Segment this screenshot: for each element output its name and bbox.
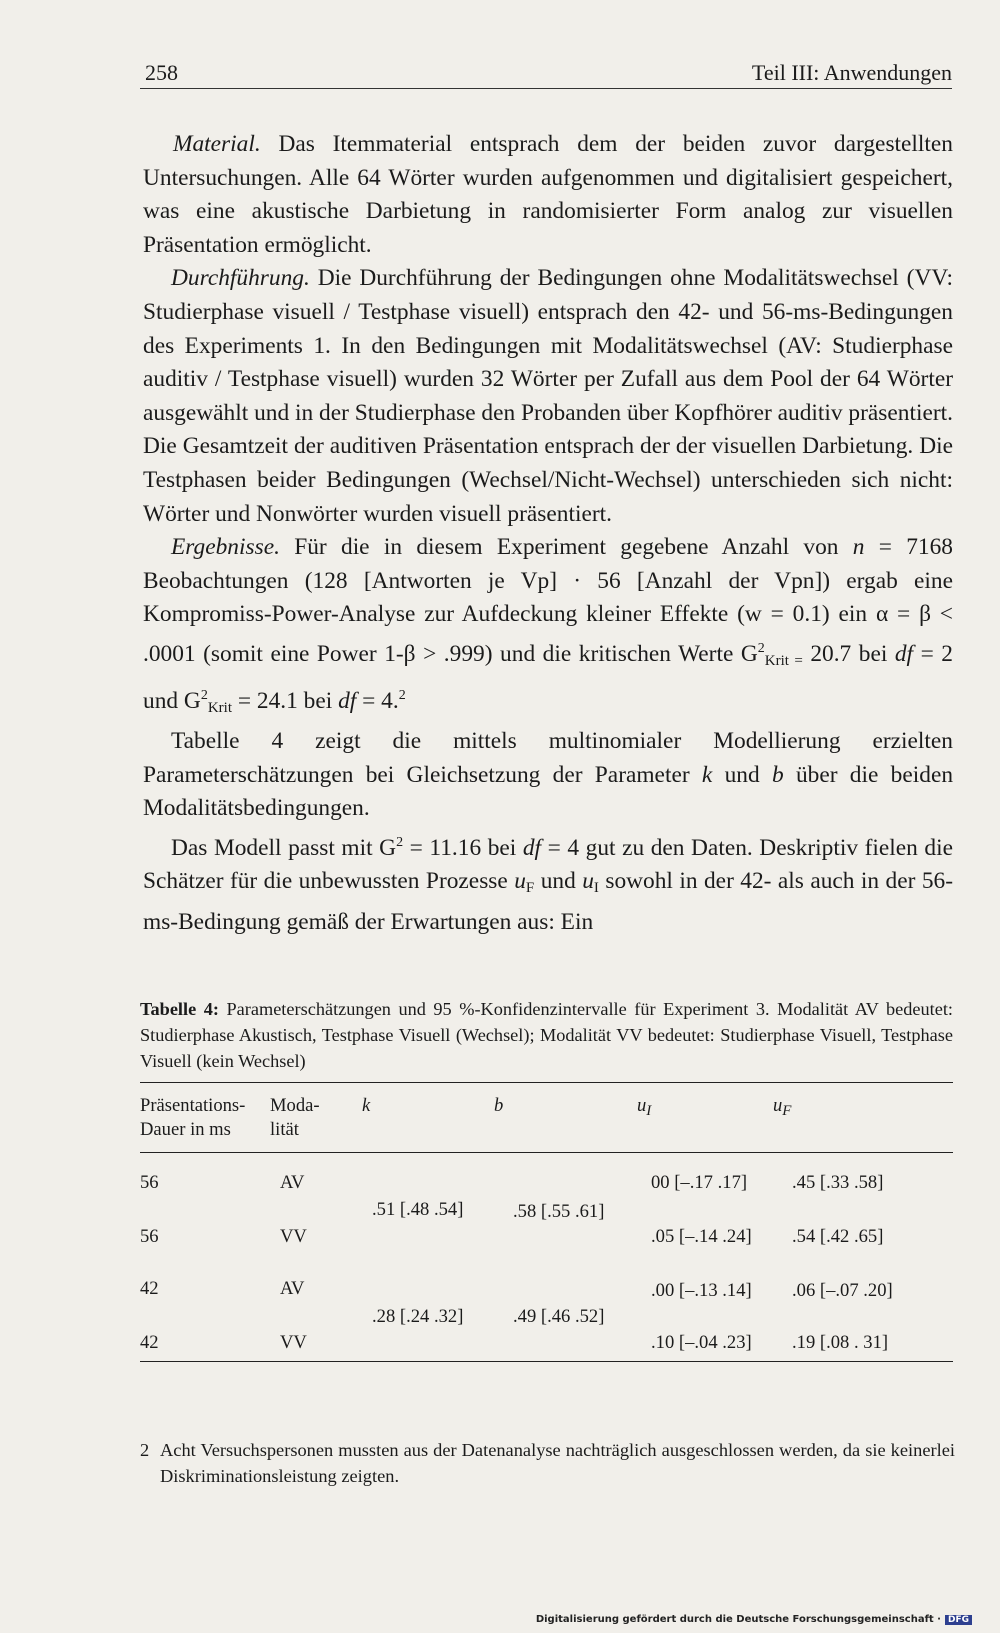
text-modell-a: Das Modell passt mit G xyxy=(171,834,397,861)
row-2-modality: VV xyxy=(280,1226,307,1247)
footnote xyxy=(140,1437,955,1489)
header-ui xyxy=(637,1094,651,1123)
var-df-b: df xyxy=(338,687,357,714)
row-1-duration: 56 xyxy=(140,1172,159,1193)
footnote-number: 2 xyxy=(140,1440,150,1460)
sub-krit-a: Krit = xyxy=(764,652,803,669)
shared-1-k: .51 [.48 .54] xyxy=(372,1199,464,1220)
text-modell-d: und xyxy=(534,868,583,895)
footnote-ref: 2 xyxy=(398,687,406,703)
page-header xyxy=(140,58,952,89)
header-k: k xyxy=(362,1095,371,1116)
sup-g2-c: 2 xyxy=(396,834,404,850)
sup-g2-b: 2 xyxy=(200,687,208,703)
credit-text: Digitalisierung gefördert durch die Deutsche Forschungsgemeinschaft · xyxy=(535,1614,941,1625)
sub-krit-b: Krit xyxy=(207,699,232,716)
header-uf-var: u xyxy=(773,1095,783,1116)
shared-2-b: .49 [.46 .52] xyxy=(513,1306,605,1327)
row-3-ui: .00 [–.13 .14] xyxy=(651,1280,752,1301)
footnote-text: Acht Versuchspersonen mussten aus der Datenanalyse nachträglich ausgeschlossen werden, da sie keinerlei Diskriminationsleistung zeigten. xyxy=(160,1440,955,1486)
parameter-table xyxy=(140,1082,953,1362)
var-b: b xyxy=(771,761,784,788)
paragraph-modell xyxy=(143,826,953,940)
row-2-uf: .54 [.42 .65] xyxy=(792,1226,884,1247)
row-3-uf: .06 [–.07 .20] xyxy=(792,1280,893,1301)
text-ergebnisse-d: = 2 und G xyxy=(143,640,953,714)
digitization-credit xyxy=(536,1614,972,1625)
label-material: Material. xyxy=(173,131,261,157)
text-modell-c: = 4 gut zu den Daten. Deskriptiv fielen die Schätzer für die unbewussten Prozesse xyxy=(143,834,953,895)
running-title: Teil III: Anwendungen xyxy=(751,60,952,85)
header-duration-line2: Dauer in ms xyxy=(140,1119,231,1140)
var-df-c: df xyxy=(522,834,542,861)
header-ui-var: u xyxy=(637,1095,647,1116)
table-bottom-rule xyxy=(140,1361,953,1362)
header-ui-sub: I xyxy=(646,1103,652,1119)
var-df-a: df xyxy=(894,640,914,667)
row-3-duration: 42 xyxy=(140,1278,159,1299)
text-ergebnisse-b: = 7168 Beobachtungen (128 [Antworten je Vp] · 56 [Anzahl der Vpn]) ergab eine Kompromiss-Power-Analyse zur Aufdeckung kleiner Effekte (w = 0.1) ein α = β < .0001 (somit eine Power 1-β > .999) und die kritischen Werte G xyxy=(143,534,953,667)
dfg-logo: DFG xyxy=(945,1615,972,1625)
table-top-rule xyxy=(140,1082,953,1083)
text-durchfuehrung: Die Durchführung der Bedingungen ohne Modalitätswechsel (VV: Studierphase visuell / Testphase visuell) entsprach den 42- und 56-ms-Bedingungen des Experiments 1. In den Bedingungen mit Modalitätswechsel (AV: Studierphase auditiv / Testphase visuell) wurden 32 Wörter per Zufall aus dem Pool der 64 Wörter ausgewählt und in der Studierphase den Probanden über Kopfhörer auditiv präsentiert. Die Gesamtzeit der auditiven Präsentation entsprach der der visuellen Darbietung. Die Testphasen beider Bedingungen (Wechsel/Nicht-Wechsel) unterschieden sich nicht: Wörter und Nonwörter wurden visuell präsentiert. xyxy=(143,265,953,527)
paragraph-material xyxy=(143,128,953,262)
var-n: n xyxy=(852,534,865,561)
text-tabelle-c: über die beiden Modalitätsbedingungen. xyxy=(143,761,954,822)
var-k: k xyxy=(701,761,713,788)
row-1-ui: 00 [–.17 .17] xyxy=(651,1172,748,1193)
text-ergebnisse-f: = 4. xyxy=(356,687,399,714)
header-duration-line1: Präsentations- xyxy=(140,1095,246,1116)
row-4-duration: 42 xyxy=(140,1332,159,1353)
row-4-modality: VV xyxy=(280,1332,307,1353)
page-number: 258 xyxy=(145,60,178,85)
header-modality-line2: lität xyxy=(270,1119,299,1140)
header-modality-line1: Moda- xyxy=(270,1095,320,1116)
row-4-uf: .19 [.08 . 31] xyxy=(792,1332,889,1353)
row-3-modality: AV xyxy=(280,1278,305,1299)
text-modell-e: sowohl in der 42- als auch in der 56-ms-Bedingung gemäß der Erwartungen aus: Ein xyxy=(143,868,954,936)
row-1-uf: .45 [.33 .58] xyxy=(792,1172,884,1193)
label-ergebnisse: Ergebnisse. xyxy=(171,534,280,561)
text-ergebnisse-a: Für die in diesem Experiment gegebene Anzahl von xyxy=(279,534,853,561)
header-modality xyxy=(270,1094,320,1142)
row-1-modality: AV xyxy=(280,1172,305,1193)
header-duration xyxy=(140,1094,245,1142)
text-modell-b: = 11.16 bei xyxy=(403,834,523,861)
header-uf xyxy=(773,1094,791,1123)
header-uf-sub: F xyxy=(782,1103,792,1119)
table-caption-text: Parameterschätzungen und 95 %-Konfidenzintervalle für Experiment 3. Modalität AV bedeutet: Studierphase Akustisch, Testphase Visuell (Wechsel); Modalität VV bedeutet: Studierphase Visuell, Testphase Visuell (kein Wechsel) xyxy=(140,999,953,1071)
text-material: Das Itemmaterial entsprach dem der beiden zuvor dargestellten Untersuchungen. Alle 64 Wörter wurden aufgenommen und digitalisiert gespeichert, was eine akustische Darbietung in randomisierter Form analog zur visuellen Präsentation ermöglicht. xyxy=(143,131,953,258)
var-uf: u xyxy=(514,868,526,895)
table-caption-label: Tabelle 4: xyxy=(140,999,219,1019)
paragraph-tabelle xyxy=(143,725,953,826)
var-ui: u xyxy=(582,868,594,895)
row-2-duration: 56 xyxy=(140,1226,159,1247)
sub-ui: I xyxy=(593,880,599,897)
paragraph-ergebnisse xyxy=(143,531,953,725)
shared-1-b: .58 [.55 .61] xyxy=(513,1201,605,1222)
paragraph-durchfuehrung xyxy=(143,262,953,531)
text-ergebnisse-c: 20.7 bei xyxy=(802,640,895,667)
table-caption xyxy=(140,996,953,1074)
text-ergebnisse-e: = 24.1 bei xyxy=(232,687,339,714)
label-durchfuehrung: Durchführung. xyxy=(171,265,310,292)
header-b: b xyxy=(494,1095,504,1116)
text-tabelle-b: und xyxy=(712,761,772,788)
row-4-ui: .10 [–.04 .23] xyxy=(651,1332,752,1353)
body-text xyxy=(143,128,953,940)
shared-2-k: .28 [.24 .32] xyxy=(372,1306,464,1327)
sup-g2-a: 2 xyxy=(757,640,765,656)
text-tabelle-a: Tabelle 4 zeigt die mittels multinomialer Modellierung erzielten Parameterschätzungen bei Gleichsetzung der Parameter xyxy=(143,728,953,788)
row-2-ui: .05 [–.14 .24] xyxy=(651,1226,752,1247)
table-header-rule xyxy=(140,1152,953,1153)
sub-uf: F xyxy=(525,880,535,897)
